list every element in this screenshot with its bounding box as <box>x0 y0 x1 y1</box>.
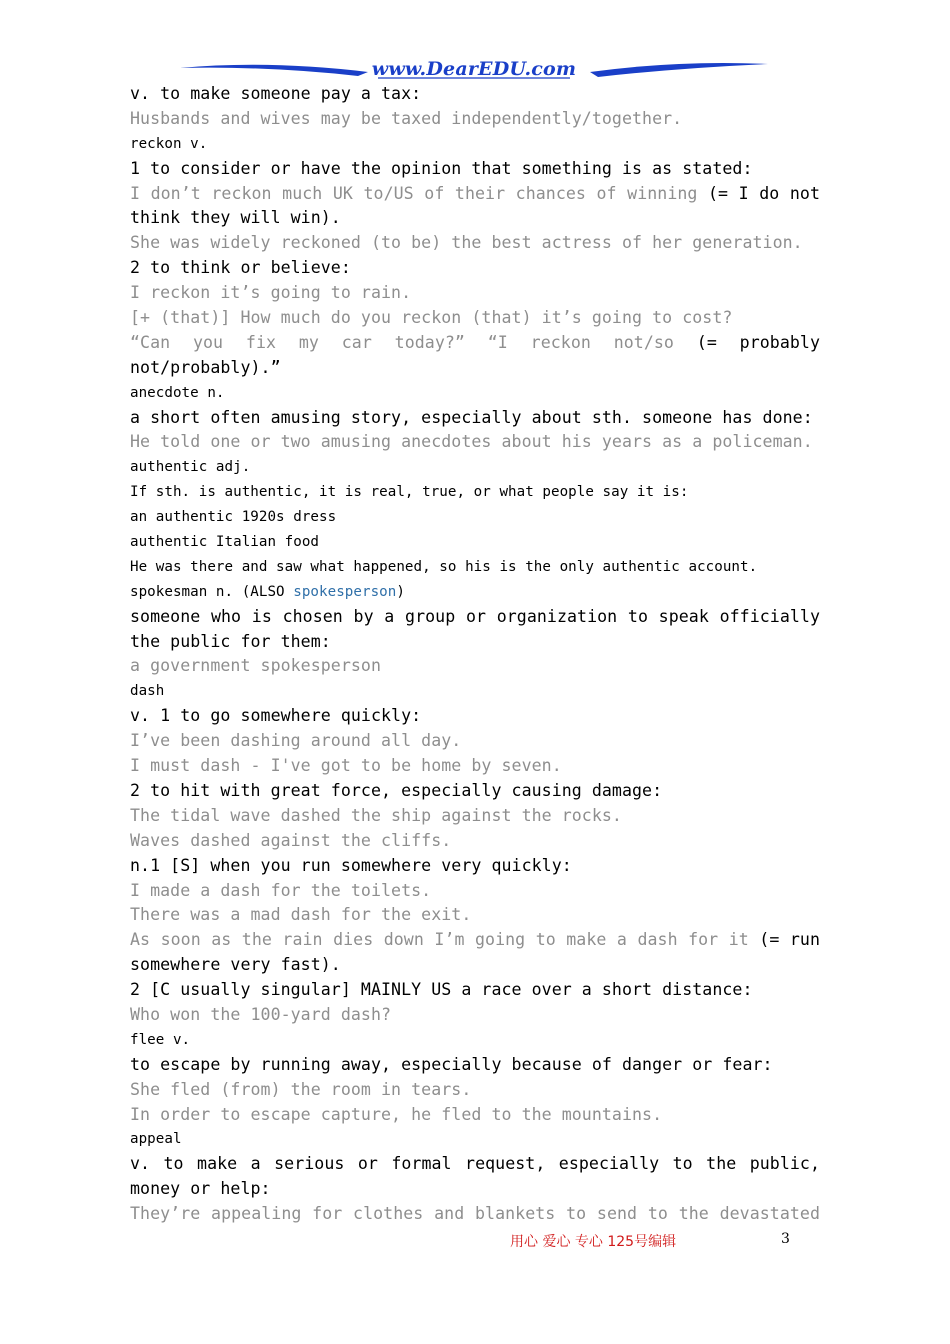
line-text: authentic Italian food <box>130 534 320 551</box>
line-text: think they will win). <box>130 208 341 228</box>
document-body <box>130 82 820 1227</box>
line-text: I’ve been dashing around all day. <box>130 731 462 751</box>
text-line <box>130 231 820 256</box>
line-text: not/probably).” <box>130 357 281 377</box>
line-text: In order to escape capture, he fled to the mountains. <box>130 1104 663 1124</box>
line-text: “Can you fix my car today?” “I reckon not/so (= probably <box>130 332 820 352</box>
footer-note: 用心 爱心 专心 125号编辑 <box>510 1234 677 1250</box>
line-text: If sth. is authentic, it is real, true, or what people say it is: <box>130 484 689 501</box>
line-text: Who won the 100-yard dash? <box>130 1004 392 1024</box>
text-line <box>130 381 820 406</box>
text-line <box>130 704 820 729</box>
text-line <box>130 854 820 879</box>
page-number: 3 <box>781 1231 790 1247</box>
text-line <box>130 1177 820 1202</box>
line-text: He told one or two amusing anecdotes about his years as a policeman. <box>130 432 813 452</box>
line-text: I must dash - I've got to be home by seven. <box>130 756 562 776</box>
line-text: a government spokesperson <box>130 656 382 676</box>
text-line <box>130 530 820 555</box>
line-text: a short often amusing story, especially about sth. someone has done: <box>130 407 813 427</box>
line-text: As soon as the rain dies down I’m going to make a dash for it (= run <box>130 930 820 950</box>
text-line <box>130 1127 820 1152</box>
line-text-suffix: ) <box>396 583 405 600</box>
text-line <box>130 978 820 1003</box>
text-line <box>130 356 820 381</box>
line-text: flee v. <box>130 1031 191 1048</box>
line-text: reckon v. <box>130 135 208 152</box>
text-line <box>130 928 820 953</box>
text-line <box>130 256 820 281</box>
text-line <box>130 281 820 306</box>
text-line <box>130 455 820 480</box>
text-line <box>130 107 820 132</box>
text-line <box>130 829 820 854</box>
text-line <box>130 729 820 754</box>
line-text: spokesman n. (ALSO <box>130 583 294 600</box>
text-line <box>130 679 820 704</box>
line-text: v. to make a serious or formal request, especially to the public, <box>130 1154 820 1174</box>
line-text: 2 to hit with great force, especially causing damage: <box>130 780 663 800</box>
line-text: Waves dashed against the cliffs. <box>130 830 452 850</box>
gloss-text: (= I do not <box>708 183 820 203</box>
text-line <box>130 580 820 605</box>
gloss-text: (= probably <box>696 332 820 352</box>
line-text: authentic adj. <box>130 459 251 476</box>
line-text: I reckon it’s going to rain. <box>130 283 412 303</box>
text-line <box>130 331 820 356</box>
text-line <box>130 953 820 978</box>
line-text: money or help: <box>130 1179 271 1199</box>
line-text: an authentic 1920s dress <box>130 509 337 526</box>
line-text: n.1 [S] when you run somewhere very quickly: <box>130 855 572 875</box>
line-text: There was a mad dash for the exit. <box>130 905 472 925</box>
line-text: 1 to consider or have the opinion that something is as stated: <box>130 158 753 178</box>
text-line <box>130 555 820 580</box>
text-line <box>130 182 820 207</box>
text-line <box>130 1103 820 1128</box>
gloss-text: (= run <box>759 930 820 950</box>
line-text: I made a dash for the toilets. <box>130 880 432 900</box>
text-line <box>130 1152 820 1177</box>
text-line <box>130 804 820 829</box>
text-line <box>130 430 820 455</box>
line-text: the public for them: <box>130 631 331 651</box>
line-text: dash <box>130 683 165 700</box>
text-line <box>130 206 820 231</box>
line-text: 2 to think or believe: <box>130 258 351 278</box>
line-text: anecdote n. <box>130 384 225 401</box>
text-line <box>130 505 820 530</box>
line-text: I don’t reckon much UK to/US of their chances of winning (= I do not <box>130 183 820 203</box>
line-text: somewhere very fast). <box>130 955 341 975</box>
text-line <box>130 779 820 804</box>
line-text: [+ (that)] How much do you reckon (that) it’s going to cost? <box>130 308 733 328</box>
line-text: Husbands and wives may be taxed independently/together. <box>130 108 683 128</box>
site-url[interactable]: www.DearEDU.com <box>371 58 577 80</box>
line-text: v. to make someone pay a tax: <box>130 84 422 103</box>
text-line <box>130 903 820 928</box>
line-text: She fled (from) the room in tears. <box>130 1079 472 1099</box>
text-line <box>130 306 820 331</box>
line-text: someone who is chosen by a group or organization to speak officially <box>130 606 820 626</box>
text-line <box>130 630 820 655</box>
text-line <box>130 406 820 431</box>
text-line <box>130 1003 820 1028</box>
text-line <box>130 605 820 630</box>
text-line <box>130 480 820 505</box>
cross-reference-link[interactable]: spokesperson <box>293 583 397 600</box>
text-line <box>130 1028 820 1053</box>
line-text: 2 [C usually singular] MAINLY US a race over a short distance: <box>130 980 753 1000</box>
text-line <box>130 754 820 779</box>
text-line <box>130 1202 820 1227</box>
line-text: to escape by running away, especially because of danger or fear: <box>130 1054 773 1074</box>
text-line <box>130 132 820 157</box>
line-text: She was widely reckoned (to be) the best actress of her generation. <box>130 233 803 253</box>
line-text: appeal <box>130 1131 182 1148</box>
text-line <box>130 82 820 107</box>
line-text: He was there and saw what happened, so his is the only authentic account. <box>130 558 758 575</box>
text-line <box>130 879 820 904</box>
text-line <box>130 1053 820 1078</box>
line-text: The tidal wave dashed the ship against the rocks. <box>130 805 622 825</box>
text-line <box>130 1078 820 1103</box>
line-text: v. 1 to go somewhere quickly: <box>130 706 422 726</box>
text-line <box>130 654 820 679</box>
text-line <box>130 157 820 182</box>
line-text: They’re appealing for clothes and blankets to send to the devastated <box>130 1204 820 1224</box>
